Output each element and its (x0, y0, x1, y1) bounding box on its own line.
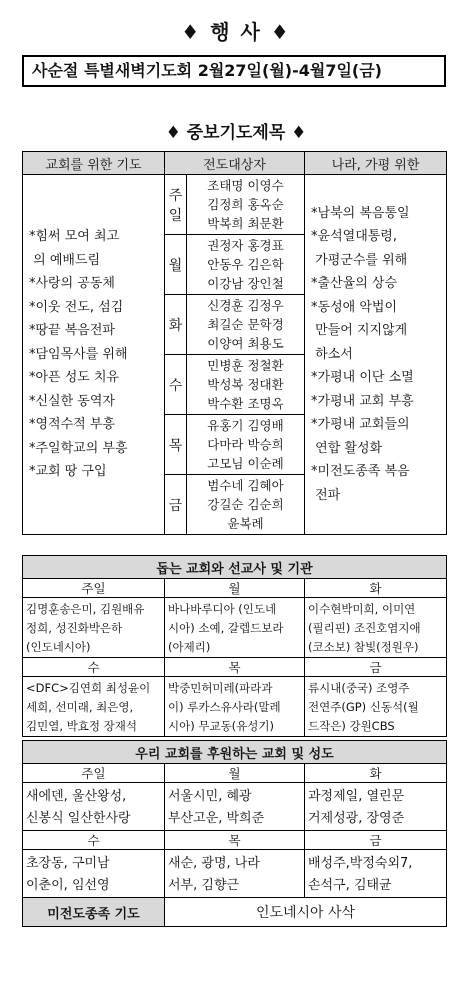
mission-cell: 류시내(중국) 조영주 전연주(GP) 신동석(월 드작은) 강원CBS (305, 677, 447, 737)
unreached-value: 인도네시아 사삭 (165, 898, 447, 927)
prayer-item: *담임목사를 위해 (29, 346, 128, 362)
section-header: 돕는 교회와 선교사 및 기관 (23, 556, 447, 579)
prayer-item: 만들어 지지않게 (311, 323, 408, 339)
prayer-item: *힘써 모여 최고 (29, 229, 120, 245)
day-label: 주 일 (165, 175, 187, 235)
day-header: 화 (305, 764, 447, 783)
prayer-item: 하소서 (311, 346, 353, 362)
prayer-item: *신실한 동역자 (29, 393, 115, 409)
missions-table (22, 555, 447, 737)
prayer-item: *이웃 전도, 섬김 (29, 299, 124, 315)
day-header: 월 (165, 579, 305, 598)
supporter-cell: 과정제일, 열린문 거제성광, 장영준 (305, 783, 447, 831)
column-header: 교회를 위한 기도 (23, 152, 165, 175)
supporter-cell: 새에덴, 울산왕성, 신봉식 일산한사랑 (23, 783, 165, 831)
supporter-cell: 초장동, 구미남 이춘이, 임선영 (23, 850, 165, 898)
day-header: 주일 (23, 579, 165, 598)
mission-cell: <DFC>김연희 최성윤이 세희, 선미래, 최은영, 김민열, 박효정 장재석 (23, 677, 165, 737)
day-header: 목 (165, 658, 305, 677)
day-header: 월 (165, 764, 305, 783)
column-header: 전도대상자 (165, 152, 305, 175)
prayer-item: *아픈 성도 치유 (29, 370, 120, 386)
day-label: 목 (165, 415, 187, 475)
section-header: 우리 교회를 후원하는 교회 및 성도 (23, 741, 447, 764)
prayer-item: *미전도종족 복음 (311, 464, 410, 480)
prayer-item: *영적수적 부흥 (29, 417, 115, 433)
event-box: 사순절 특별새벽기도회 2월27일(월)-4월7일(금) (22, 55, 446, 87)
prayer-item: *사랑의 공동체 (29, 276, 115, 292)
prayer-item: *가평내 교회 부흥 (311, 393, 414, 409)
prayer-item: 의 예배드림 (29, 252, 101, 268)
names-cell: 권정자 홍경표 안동우 김은학 이강남 장인철 (187, 235, 305, 295)
day-header: 수 (23, 831, 165, 850)
names-cell: 유홍기 김영배 다마라 박승희 고모님 이순례 (187, 415, 305, 475)
mission-cell: 바나바루디아 (인도네 시아) 소예, 갈렙드보라 (아제리) (165, 598, 305, 658)
day-header: 금 (305, 831, 447, 850)
names-cell: 범수네 김혜아 강길순 김순희 윤복례 (187, 475, 305, 535)
day-label: 화 (165, 295, 187, 355)
church-prayer-list (23, 175, 165, 535)
supporters-table (22, 740, 447, 927)
day-label: 금 (165, 475, 187, 535)
names-cell: 신경훈 김정우 최길순 문학경 이양여 최용도 (187, 295, 305, 355)
supporter-cell: 배성주,박정숙외7, 손석구, 김태균 (305, 850, 447, 898)
prayer-header: ♦ 중보기도제목 ♦ (165, 123, 307, 143)
day-header: 화 (305, 579, 447, 598)
nation-prayer-list (305, 175, 447, 535)
names-cell: 조태명 이영수 김정희 홍옥순 박복희 최문환 (187, 175, 305, 235)
day-header: 주일 (23, 764, 165, 783)
mission-cell: 박중민허미레(파라과 이) 루카스유사라(말레 시아) 무교동(유성기) (165, 677, 305, 737)
day-header: 수 (23, 658, 165, 677)
prayer-item: 연합 활성화 (311, 440, 383, 456)
names-cell: 민병훈 정철환 박성복 정대환 박수환 조명옥 (187, 355, 305, 415)
day-header: 목 (165, 831, 305, 850)
prayer-item: *출산율의 상승 (311, 276, 397, 292)
prayer-item: 가평군수를 위해 (311, 252, 408, 268)
prayer-item: *동성애 악법이 (311, 299, 397, 315)
prayer-table (22, 151, 447, 535)
prayer-item: *주일학교의 부흥 (29, 440, 128, 456)
day-label: 수 (165, 355, 187, 415)
supporter-cell: 서울시민, 혜광 부산고운, 박희준 (165, 783, 305, 831)
prayer-item: *가평내 교회들의 (311, 417, 410, 433)
mission-cell: 김명훈송은미, 김원배유 정희, 성진화박은하 (인도네시아) (23, 598, 165, 658)
mission-cell: 이수현박미희, 이미연 (필리핀) 조진호염지애 (코소보) 참빛(정원우) (305, 598, 447, 658)
prayer-item: *땅끝 복음전파 (29, 323, 115, 339)
prayer-item: *교회 땅 구입 (29, 464, 107, 480)
prayer-item: *남북의 복음통일 (311, 205, 410, 221)
supporter-cell: 새순, 광명, 나라 서부, 김향근 (165, 850, 305, 898)
event-header: ♦ 행 사 ♦ (181, 20, 291, 44)
prayer-item: *윤석열대통령, (311, 229, 397, 245)
day-header: 금 (305, 658, 447, 677)
prayer-item: *가평내 이단 소멸 (311, 370, 414, 386)
column-header: 나라, 가평 위한 (305, 152, 447, 175)
unreached-label: 미전도종족 기도 (23, 898, 165, 927)
day-label: 월 (165, 235, 187, 295)
prayer-item: 전파 (311, 487, 341, 503)
